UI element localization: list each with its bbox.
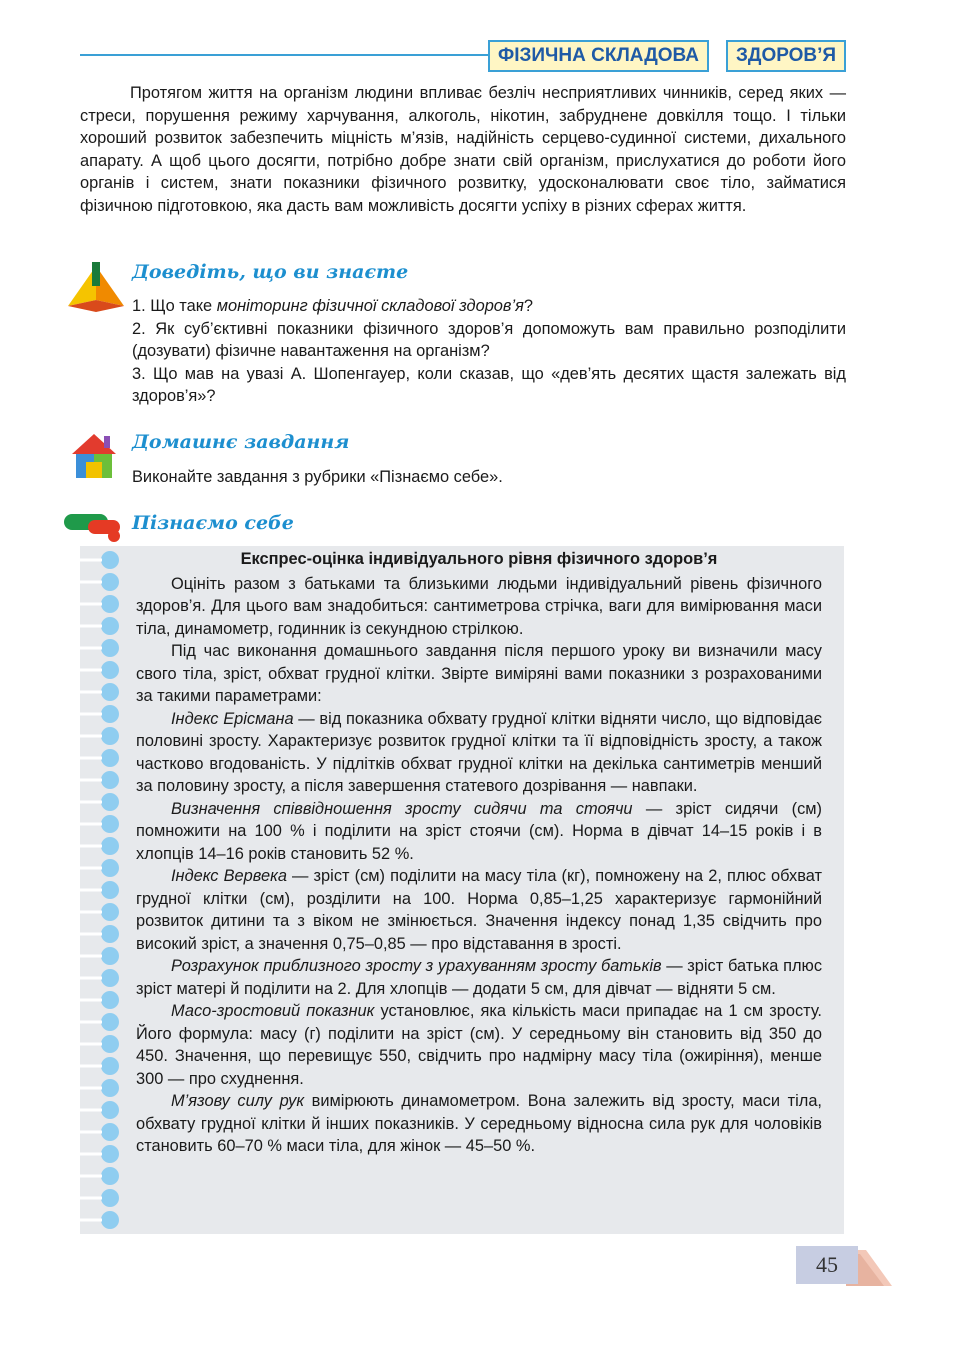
question-1-em: моніторинг фізичної складової здоров’я: [216, 297, 524, 315]
binoculars-icon: [62, 508, 128, 544]
homework-title: Домашнє завдання: [132, 431, 350, 453]
question-3: 3. Що мав на увазі А. Шопенгауер, коли сказав, що «дев’ять десятих щастя залежать від здоров’я»?: [132, 364, 846, 405]
term-mass-height: Масо-зростовий показник: [171, 1002, 375, 1020]
notebook-paragraph-3: [136, 708, 822, 798]
homework-text-block: [132, 466, 846, 489]
def-mass-height: установлює, яка кількість маси припадає на 1 см зросту. Його формула: масу (г) поділити на зріст (см). У середньому він становить від 350 до 450. Значення, що перевищує 550, свідчить про надмірну масу тіла (ожиріння), менше 300 — про схуднення.: [136, 1002, 822, 1088]
question-1-pre: 1. Що таке: [132, 297, 217, 315]
house-puzzle-icon: [70, 432, 118, 480]
notebook-paragraph-4: [136, 798, 822, 866]
intro-block: [80, 82, 846, 217]
def-hand-strength: вимірюють динамометром. Вона залежить від зросту, маси тіла, обхвату грудної клітки й інших показників. У середньому відносна сила рук для чоловіків становить 60–70 % маси тіла, для жінок — 45–50 %.: [136, 1092, 822, 1155]
question-2: 2. Як суб’єктивні показники фізичного здоров’я допоможуть вам правильно розподілити (дозувати) фізичне навантаження на організм?: [132, 319, 846, 360]
header-title-part1: ФІЗИЧНА СКЛАДОВА: [488, 40, 709, 72]
term-erisman: Індекс Ерісмана: [171, 709, 294, 728]
notebook-content: [136, 548, 822, 1158]
notebook-rings: [80, 546, 120, 1234]
term-hand-strength: М’язову силу рук: [171, 1092, 305, 1110]
term-sitting-standing: Визначення співвідношення зросту сидячи та стоячи: [171, 799, 633, 818]
def-erisman: — від показника обхвату грудної клітки відняти число, що відповідає половині зросту. Характеризує розвиток грудної клітки та її відповідність зросту, а також частково вгодованість. У підлітків обхват грудної клітки на декілька сантиметрів менший за половину зросту, а після завершення статевого дозрівання — навпаки.: [136, 709, 822, 795]
page-number: 45: [796, 1246, 858, 1284]
header-rule: [80, 54, 490, 56]
notebook-paragraph-6: [136, 955, 822, 1000]
homework-text: Виконайте завдання з рубрики «Пізнаємо себе».: [132, 468, 503, 486]
notebook-heading: Експрес-оцінка індивідуального рівня фізичного здоров’я: [240, 550, 718, 568]
term-verveck: Індекс Вервека: [171, 867, 287, 885]
notebook-paragraph-7: [136, 1000, 822, 1090]
def-sitting-standing: — зріст сидячи (см) помножити на 100 % і поділити на зріст стоячи (см). Норма в дівчат 14–15 років і в хлопців 14–16 років становить 52 %.: [136, 799, 823, 863]
prove-questions: [132, 295, 846, 408]
def-verveck: — зріст (см) поділити на масу тіла (кг), помножену на 2, плюс обхват грудної клітки (см), розділити на 100. Норма 0,85–1,25 характеризує гармонійний розвиток дитини та з віком не змінюється. Значення індексу понад 1,35 свідчить про високий зріст, а значення 0,75–0,85 — про відставання в зрості.: [136, 867, 822, 953]
pyramid-icon: [66, 262, 126, 312]
prove-title: Доведіть, що ви знаєте: [132, 261, 409, 283]
know-title: Пізнаємо себе: [132, 512, 294, 534]
notebook-paragraph-8: [136, 1090, 822, 1158]
notebook-paragraph-2: Під час виконання домашнього завдання після першого уроку ви визначили масу свого тіла, зріст, обхват грудної клітки. Звірте виміряні вами показники з розрахованими за такими параметрами:: [136, 642, 822, 705]
term-height-estimate: Розрахунок приблизного зросту з урахуванням зросту батьків: [171, 957, 662, 975]
intro-paragraph: Протягом життя на організм людини впливає безліч несприятливих чинників, серед яких — стреси, порушення режиму харчування, алкоголь, нікотин, забруднене довкілля тощо. І тільки хороший розвиток забезпечить міцність м’язів, надійність серцево-судинної системи, дихального апарату. А щоб цього досягти, потрібно добре знати свій організм, прислухатися до роботи його органів і систем, знати показники фізичного розвитку, удосконалювати своє тіло, займатися фізичною підготовкою, яка дасть вам можливість досягти успіху в різних сферах життя.: [80, 84, 846, 215]
notebook-paragraph-1: Оцініть разом з батьками та близькими людьми індивідуальний рівень фізичного здоров’я. Для цього вам знадобиться: сантиметрова стрічка, ваги для вимірювання маси тіла, динамометр, годинник із секундною стрілкою.: [136, 574, 822, 638]
question-1-post: ?: [523, 297, 533, 315]
header-title-part2: ЗДОРОВ’Я: [726, 40, 846, 72]
question-1: [132, 295, 846, 318]
notebook-paragraph-5: [136, 865, 822, 955]
def-height-estimate: — зріст батька плюс зріст матері й поділити на 2. Для хлопців — додати 5 см, для дівчат — відняти 5 см.: [136, 957, 823, 998]
